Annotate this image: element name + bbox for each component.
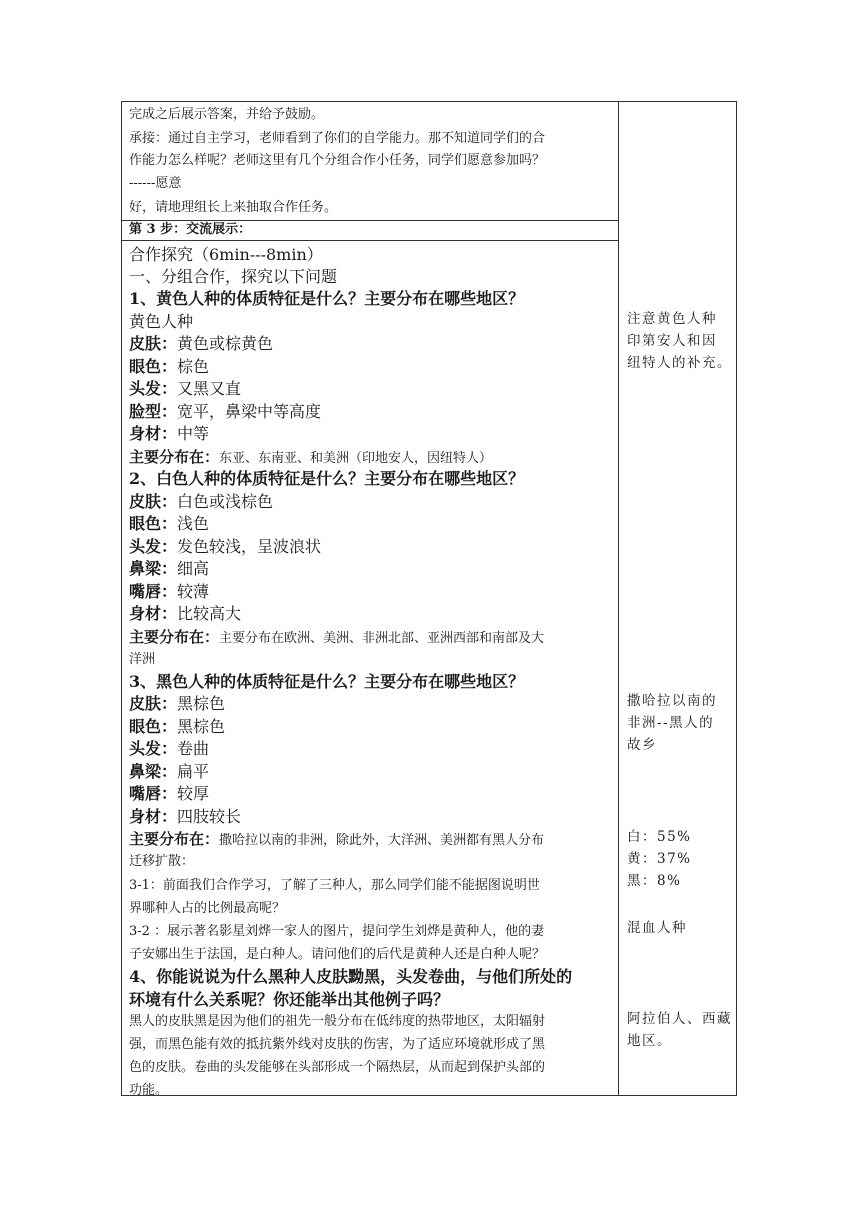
trait-value: 扁平 — [177, 762, 210, 781]
trait-row — [129, 516, 209, 532]
note-line: 撒哈拉以南的 — [627, 693, 717, 709]
distribution-continued: 迁移扩散： — [129, 854, 195, 869]
trait-value: 主要分布在欧洲、美洲、非洲北部、亚洲西部和南部及大 — [219, 631, 545, 646]
answer-line: 黑人的皮肤黑是因为他们的祖先一般分布在低纬度的热带地区，太阳辐射 — [129, 1014, 546, 1029]
trait-row — [129, 809, 241, 825]
trait-value: 较厚 — [177, 784, 210, 803]
trait-row — [129, 336, 273, 352]
trait-row — [129, 606, 241, 622]
trait-key: 眼色： — [129, 717, 178, 736]
note-black-race — [627, 690, 733, 756]
trait-key: 头发： — [129, 537, 178, 556]
trait-row — [129, 561, 209, 577]
trait-row — [129, 426, 209, 442]
trait-value: 撒哈拉以南的非洲，除此外，大洋洲、美洲都有黑人分布 — [219, 833, 545, 848]
trait-value: 四肢较长 — [177, 807, 242, 826]
answer-line: 功能。 — [129, 1083, 169, 1098]
trait-value: 黑棕色 — [177, 717, 226, 736]
note-line: 非洲--黑人的 — [627, 715, 715, 731]
trait-key: 身材： — [129, 604, 178, 623]
trait-key: 嘴唇： — [129, 784, 178, 803]
distribution-row — [129, 629, 544, 645]
note-examples — [627, 1008, 733, 1052]
trait-value: 细高 — [177, 559, 210, 578]
answer-line: 强，而黑色能有效的抵抗紫外线对皮肤的伤害，为了适应环境就形成了黑 — [129, 1037, 546, 1052]
trait-value: 又黑又直 — [177, 379, 242, 398]
trait-value: 比较高大 — [177, 604, 242, 623]
trait-row — [129, 359, 209, 375]
question-heading: 2、白色人种的体质特征是什么？主要分布在哪些地区？ — [129, 469, 525, 488]
lesson-plan-table — [121, 101, 737, 1096]
row-divider — [122, 220, 618, 221]
distribution-row — [129, 831, 544, 847]
trait-value: 浅色 — [177, 514, 210, 533]
question-heading: 3、黑色人种的体质特征是什么？主要分布在哪些地区？ — [129, 672, 525, 691]
trait-row — [129, 741, 209, 757]
trait-value: 卷曲 — [177, 739, 210, 758]
note-line: 黄：37% — [627, 851, 692, 867]
trait-value: 发色较浅，呈波浪状 — [177, 537, 322, 556]
question-heading: 1、黄色人种的体质特征是什么？主要分布在哪些地区？ — [129, 289, 525, 308]
race-name: 黄色人种 — [129, 312, 194, 331]
note-mixed-race — [627, 917, 733, 939]
trait-row — [129, 539, 321, 555]
answer-line: 色的皮肤。卷曲的头发能够在头部形成一个隔热层，从而起到保护头部的 — [129, 1060, 546, 1075]
step-heading: 第 3 步：交流展示： — [129, 222, 252, 237]
trait-value: 较薄 — [177, 582, 210, 601]
trait-row — [129, 404, 321, 420]
trait-key: 眼色： — [129, 514, 178, 533]
trait-key: 主要分布在： — [129, 448, 220, 466]
trait-value: 黄色或棕黄色 — [177, 334, 274, 353]
trait-key: 头发： — [129, 379, 178, 398]
row-divider — [122, 240, 618, 241]
note-line: 注意黄色人种 — [627, 311, 717, 327]
trait-value: 东亚、东南亚、和美洲（印地安人，因纽特人） — [219, 451, 493, 466]
trait-key: 皮肤： — [129, 334, 178, 353]
trait-row — [129, 494, 273, 510]
sub-question: 界哪种人占的比例最高呢？ — [129, 901, 286, 916]
intro-line: 完成之后展示答案，并给予鼓励。 — [129, 107, 325, 122]
intro-line: 承接：通过自主学习，老师看到了你们的自学能力。那不知道同学们的合 — [129, 131, 546, 146]
trait-value: 白色或浅棕色 — [177, 492, 274, 511]
intro-line: ------愿意 — [129, 176, 182, 191]
trait-key: 主要分布在： — [129, 830, 220, 848]
note-ratio — [627, 826, 733, 892]
question-heading: 环境有什么关系呢？你还能举出其他例子吗？ — [129, 990, 450, 1009]
column-divider — [618, 102, 619, 1095]
sub-question: 子安娜出生于法国，是白种人。请问他们的后代是黄种人还是白种人呢？ — [129, 947, 546, 962]
trait-key: 脸型： — [129, 402, 178, 421]
section-title: 一、分组合作，探究以下问题 — [129, 267, 338, 286]
note-line: 纽特人的补充。 — [627, 355, 732, 371]
trait-value: 棕色 — [177, 357, 210, 376]
coop-title: 合作探究（6min---8min） — [129, 245, 323, 264]
trait-value: 中等 — [177, 424, 210, 443]
trait-value: 宽平，鼻梁中等高度 — [177, 402, 322, 421]
trait-row — [129, 584, 209, 600]
trait-key: 鼻梁： — [129, 762, 178, 781]
note-yellow-race — [627, 308, 733, 374]
sub-question: 3-1：前面我们合作学习，了解了三种人，那么同学们能不能据图说明世 — [129, 878, 540, 893]
trait-row — [129, 764, 209, 780]
trait-key: 身材： — [129, 807, 178, 826]
intro-line: 好，请地理组长上来抽取合作任务。 — [129, 200, 338, 215]
intro-line: 作能力怎么样呢？老师这里有几个分组合作小任务，同学们愿意参加吗？ — [129, 153, 546, 168]
note-line: 印第安人和因 — [627, 333, 717, 349]
trait-value: 黑棕色 — [177, 694, 226, 713]
trait-key: 头发： — [129, 739, 178, 758]
trait-key: 眼色： — [129, 357, 178, 376]
trait-key: 皮肤： — [129, 492, 178, 511]
trait-key: 主要分布在： — [129, 628, 220, 646]
note-line: 黑：8% — [627, 873, 682, 889]
note-line: 故乡 — [627, 737, 657, 753]
trait-key: 鼻梁： — [129, 559, 178, 578]
trait-key: 身材： — [129, 424, 178, 443]
trait-row — [129, 719, 225, 735]
note-line: 地区。 — [627, 1033, 672, 1049]
question-heading: 4、你能说说为什么黑种人皮肤黝黑，头发卷曲，与他们所处的 — [129, 967, 573, 986]
note-line: 阿拉伯人、西藏 — [627, 1011, 732, 1027]
trait-key: 皮肤： — [129, 694, 178, 713]
distribution-row — [129, 449, 492, 465]
note-line: 白：55% — [627, 829, 692, 845]
trait-row — [129, 381, 241, 397]
note-line: 混血人种 — [627, 920, 687, 936]
trait-row — [129, 786, 209, 802]
trait-row — [129, 696, 225, 712]
distribution-continued: 洋洲 — [129, 652, 156, 667]
sub-question: 3-2 ：展示著名影星刘烨一家人的图片，提问学生刘烨是黄种人，他的妻 — [129, 924, 545, 939]
trait-key: 嘴唇： — [129, 582, 178, 601]
